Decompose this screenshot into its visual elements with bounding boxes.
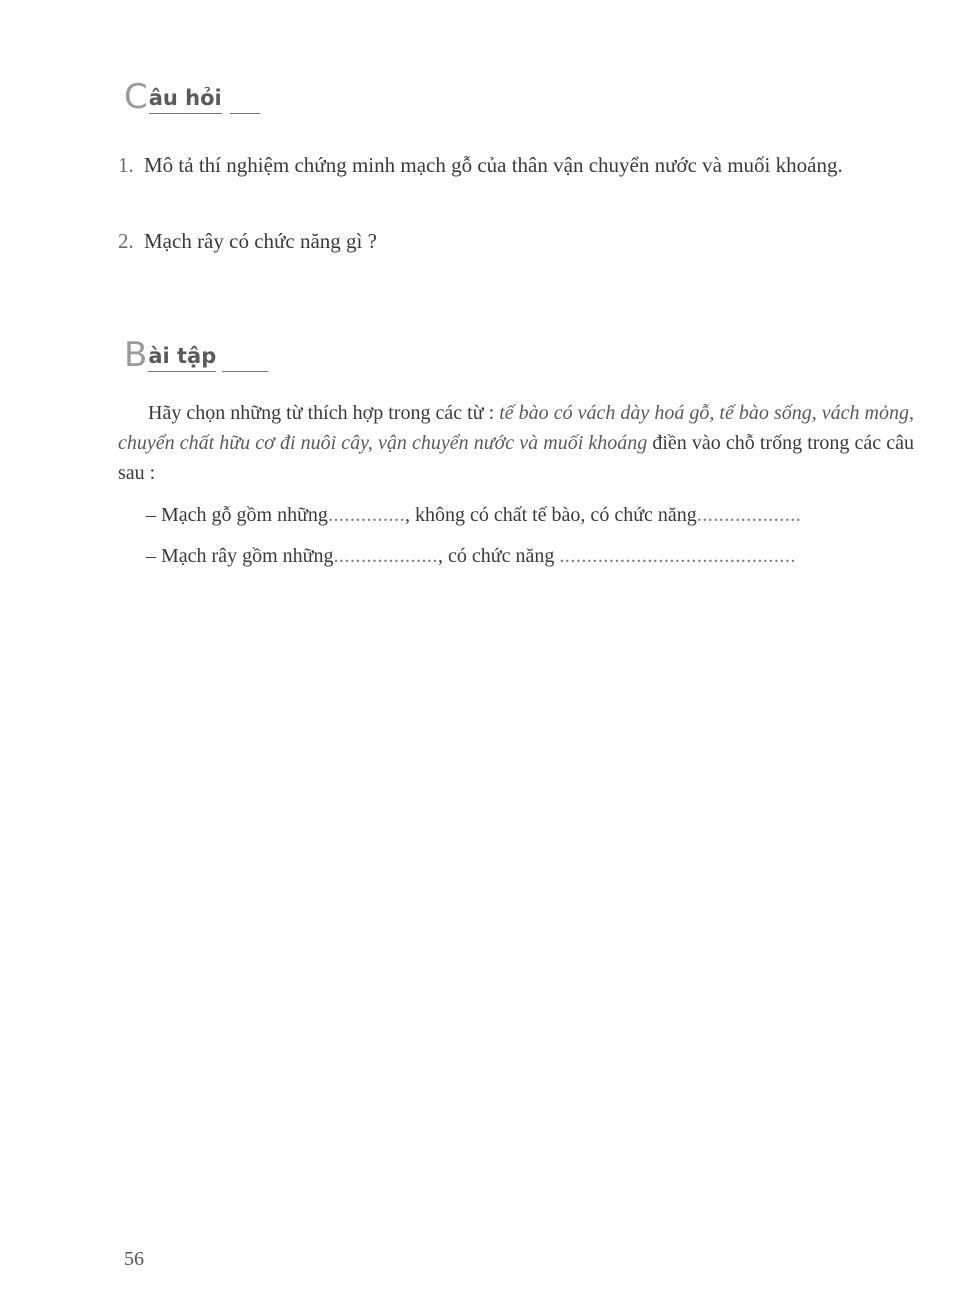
question-text: Mạch rây có chức năng gì ? [144, 229, 377, 253]
question-text: Mô tả thí nghiệm chứng minh mạch gỗ của thân vận chuyển nước và muối khoáng. [144, 153, 843, 177]
heading-underline [230, 113, 260, 114]
line1-prefix: – Mạch gỗ gồm những [146, 504, 328, 526]
fill-in-line-2 [146, 541, 914, 571]
question-2 [118, 226, 912, 256]
blank-dots: .............. [327, 504, 405, 526]
line2-prefix: – Mạch rây gồm những [146, 545, 334, 567]
exercise-intro: Hãy chọn những từ thích hợp trong các từ : [148, 402, 500, 424]
page-number: 56 [124, 1248, 144, 1270]
question-number: 2. [118, 229, 134, 253]
exercise-instructions [118, 398, 914, 488]
heading-underline [222, 371, 268, 372]
exercise-terms: tế bào có vách dày hoá gỗ, tế bào sống, vách mỏng, chuyển chất hữu cơ đi nuôi cây, vận chuyển nước và muối khoáng [118, 402, 914, 454]
section-heading-exercise [124, 335, 268, 375]
fill-in-line-1 [146, 500, 914, 530]
line1-middle: , không có chất tế bào, có chức năng [404, 504, 697, 526]
blank-dots: ........................................... [559, 545, 796, 567]
heading-initial-letter: C [124, 77, 148, 117]
blank-dots: ................... [333, 545, 438, 567]
heading-text: ài tập [148, 346, 216, 372]
question-number: 1. [118, 153, 134, 177]
question-1 [118, 150, 912, 180]
heading-initial-letter: B [124, 335, 148, 375]
section-heading-questions [124, 77, 260, 117]
line2-middle: , có chức năng [437, 545, 560, 567]
exercise-outro: điền vào chỗ trống trong các câu sau : [118, 432, 914, 484]
heading-text: âu hỏi [149, 88, 222, 114]
blank-dots: ................... [696, 504, 802, 526]
